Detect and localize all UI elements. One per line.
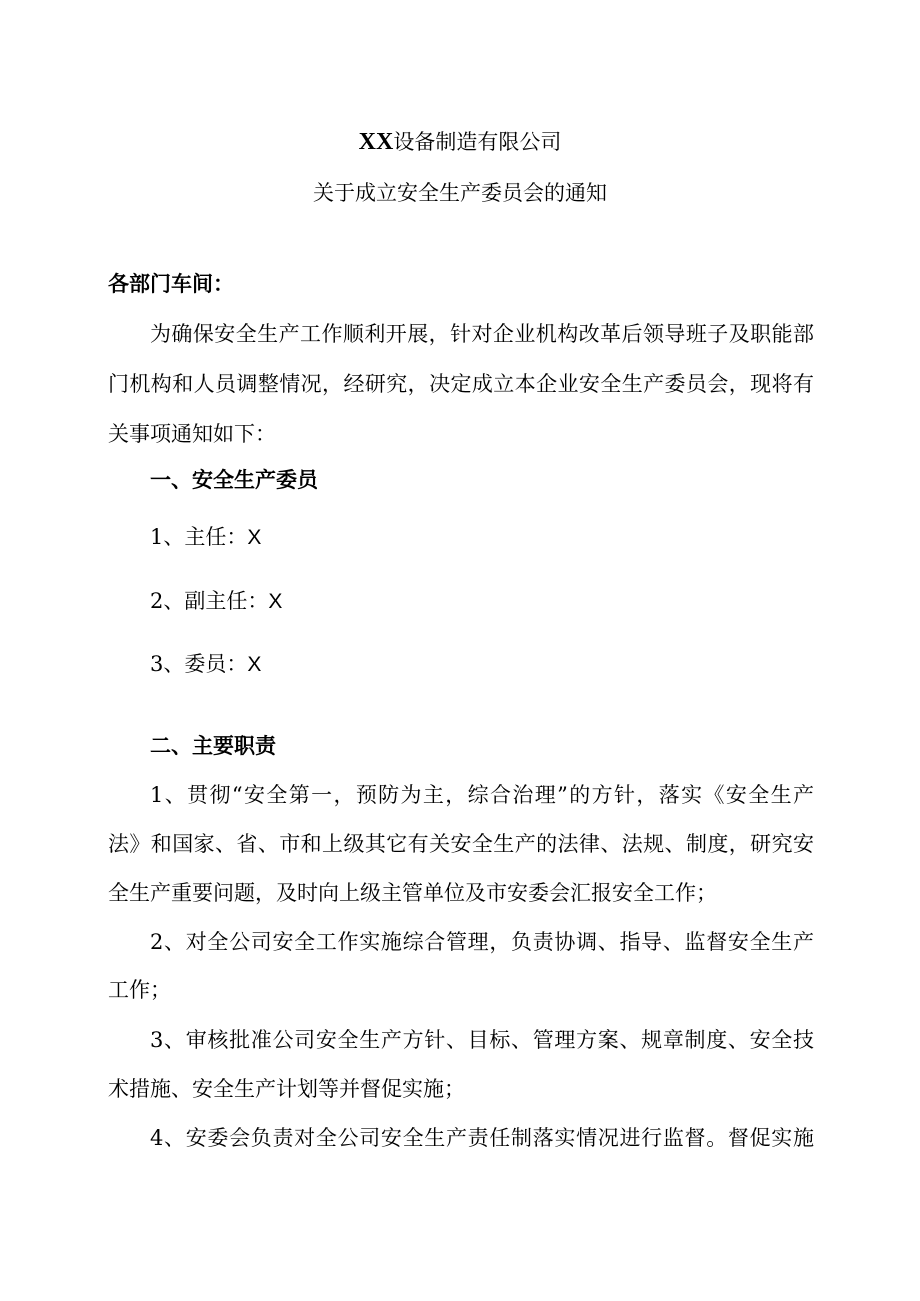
- committee-item-members: [150, 650, 261, 679]
- item-value: X: [247, 653, 262, 676]
- duty-line: 工作；: [108, 978, 171, 1002]
- duty-line: 术措施、安全生产计划等并督促实施；: [108, 1077, 465, 1101]
- section-heading-duties: 二、主要职责: [150, 734, 276, 758]
- document-title-company: [0, 128, 920, 156]
- section-heading-committee: 一、安全生产委员: [150, 468, 318, 492]
- item-value: X: [247, 526, 262, 549]
- intro-line: 关事项通知如下：: [108, 422, 276, 446]
- salutation: 各部门车间：: [108, 272, 234, 296]
- document-title-subject: 关于成立安全生产委员会的通知: [313, 181, 607, 205]
- duty-line: 法》和国家、省、市和上级其它有关安全生产的法律、法规、制度，研究安: [108, 832, 814, 856]
- duty-line: 3、审核批准公司安全生产方针、目标、管理方案、规章制度、安全技: [150, 1028, 814, 1052]
- item-label: 2、副主任：: [150, 589, 269, 613]
- committee-item-director: [150, 523, 261, 552]
- duty-line: 2、对全公司安全工作实施综合管理，负责协调、指导、监督安全生产: [150, 930, 814, 954]
- intro-line: 为确保安全生产工作顺利开展，针对企业机构改革后领导班子及职能部: [150, 322, 814, 346]
- intro-line: 门机构和人员调整情况，经研究，决定成立本企业安全生产委员会，现将有: [108, 372, 814, 396]
- company-prefix: XX: [358, 129, 394, 155]
- item-label: 1、主任：: [150, 525, 248, 549]
- duty-line: 4、安委会负责对全公司安全生产责任制落实情况进行监督。督促实施: [150, 1126, 814, 1150]
- item-label: 3、委员：: [150, 652, 248, 676]
- company-name: 设备制造有限公司: [393, 130, 562, 154]
- duty-line: 全生产重要问题，及时向上级主管单位及市安委会汇报安全工作；: [108, 881, 717, 905]
- item-value: X: [268, 590, 283, 613]
- duty-line: 1、贯彻“安全第一，预防为主，综合治理”的方针，落实《安全生产: [150, 783, 814, 807]
- committee-item-deputy-director: [150, 587, 282, 616]
